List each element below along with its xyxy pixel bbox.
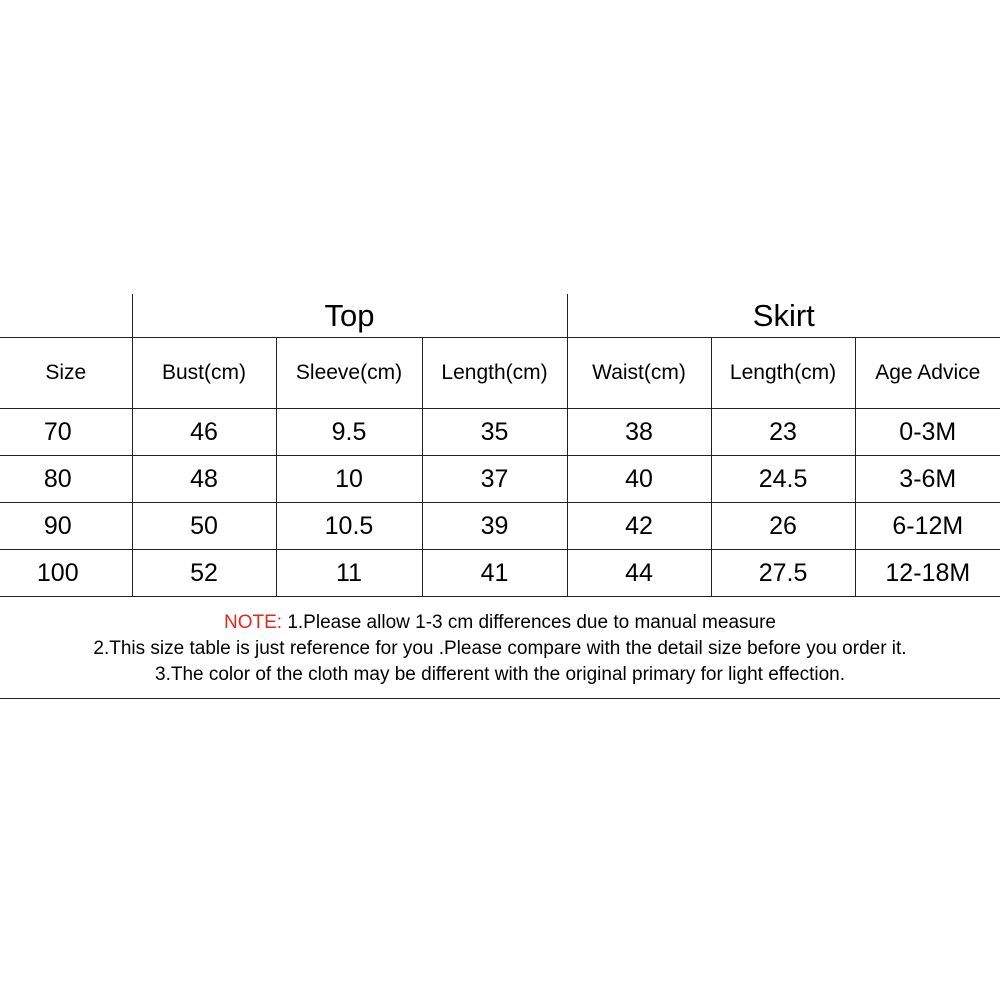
table-row — [0, 456, 1000, 503]
table-cell-age-advice: 0-3M — [855, 409, 1000, 456]
size-chart — [0, 294, 1000, 699]
table-cell-waist: 42 — [567, 503, 711, 550]
column-header-skirt-length: Length(cm) — [711, 338, 855, 409]
table-row — [0, 503, 1000, 550]
group-header-skirt: Skirt — [567, 294, 1000, 338]
table-cell-top-length: 37 — [422, 456, 567, 503]
column-header-bust: Bust(cm) — [132, 338, 276, 409]
table-cell-sleeve: 10.5 — [276, 503, 422, 550]
group-header-top: Top — [132, 294, 567, 338]
column-header-top-length: Length(cm) — [422, 338, 567, 409]
column-header-size: Size — [0, 338, 132, 409]
group-header-blank — [0, 294, 132, 338]
table-cell-top-length: 39 — [422, 503, 567, 550]
column-header-row — [0, 338, 1000, 409]
table-cell-size: 70 — [0, 409, 132, 456]
table-cell-size: 90 — [0, 503, 132, 550]
table-cell-skirt-length: 24.5 — [711, 456, 855, 503]
table-cell-age-advice: 3-6M — [855, 456, 1000, 503]
notes-section — [0, 597, 1000, 699]
column-header-age-advice: Age Advice — [855, 338, 1000, 409]
table-cell-waist: 38 — [567, 409, 711, 456]
table-cell-sleeve: 10 — [276, 456, 422, 503]
table-cell-age-advice: 6-12M — [855, 503, 1000, 550]
size-table — [0, 294, 1000, 597]
note-line-1 — [0, 610, 1000, 636]
table-cell-top-length: 41 — [422, 550, 567, 597]
table-cell-bust: 48 — [132, 456, 276, 503]
table-cell-skirt-length: 27.5 — [711, 550, 855, 597]
table-cell-size: 80 — [0, 456, 132, 503]
column-header-sleeve: Sleeve(cm) — [276, 338, 422, 409]
table-row — [0, 550, 1000, 597]
column-header-waist: Waist(cm) — [567, 338, 711, 409]
table-cell-bust: 46 — [132, 409, 276, 456]
note-line-2: 2.This size table is just reference for you .Please compare with the detail size before you order it. — [93, 638, 907, 659]
table-cell-sleeve: 11 — [276, 550, 422, 597]
group-header-row — [0, 294, 1000, 338]
table-cell-bust: 52 — [132, 550, 276, 597]
table-cell-bust: 50 — [132, 503, 276, 550]
table-cell-skirt-length: 23 — [711, 409, 855, 456]
table-cell-age-advice: 12-18M — [855, 550, 1000, 597]
table-cell-size: 100 — [0, 550, 132, 597]
note-label: NOTE: — [224, 612, 283, 633]
table-row — [0, 409, 1000, 456]
table-cell-waist: 44 — [567, 550, 711, 597]
table-cell-waist: 40 — [567, 456, 711, 503]
note-line-3: 3.The color of the cloth may be different with the original primary for light effection. — [155, 664, 845, 685]
table-cell-skirt-length: 26 — [711, 503, 855, 550]
table-cell-top-length: 35 — [422, 409, 567, 456]
table-cell-sleeve: 9.5 — [276, 409, 422, 456]
note-text-1: 1.Please allow 1-3 cm differences due to manual measure — [282, 612, 776, 633]
